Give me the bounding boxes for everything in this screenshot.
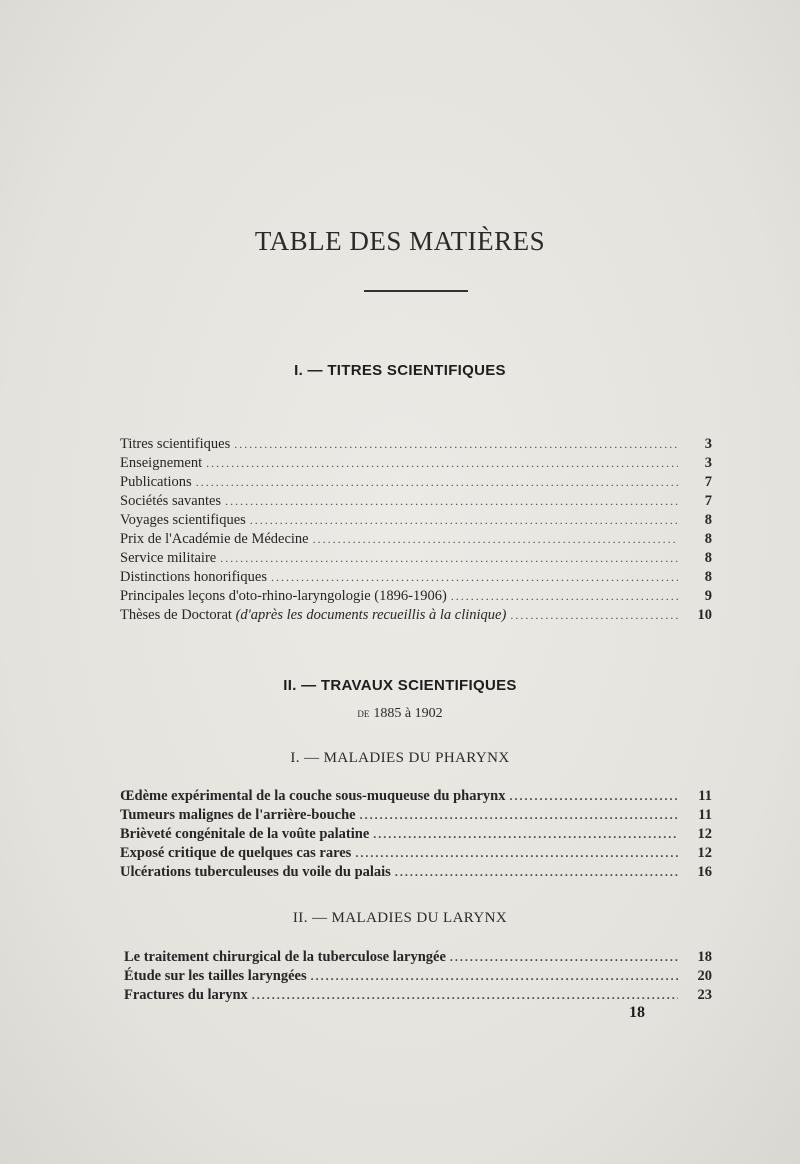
toc-entry-label: Publications: [120, 474, 192, 490]
pharynx-toc: [120, 787, 712, 882]
toc-entry: [120, 492, 712, 511]
toc-leader-dots: [451, 587, 678, 606]
toc-entry-page: 11: [698, 788, 712, 804]
toc-entry-page: 23: [697, 987, 712, 1003]
toc-entry-label: Enseignement: [120, 455, 203, 471]
toc-leader-dots: [395, 863, 678, 882]
toc-entry-page: 9: [704, 588, 712, 604]
toc-entry: [120, 787, 712, 806]
toc-entry-page: 3: [704, 436, 712, 452]
toc-entry: [120, 568, 712, 587]
part2-date-range: [0, 705, 800, 722]
title-rule: [364, 290, 468, 292]
toc-leader-dots: [355, 844, 678, 863]
toc-entry-label: Service militaire: [120, 550, 217, 566]
toc-entry: [124, 986, 712, 1005]
toc-entry-page: 8: [704, 531, 712, 547]
toc-entry-page: 12: [697, 845, 712, 861]
toc-entry-label: Distinctions honorifiques: [120, 569, 268, 585]
toc-leader-dots: [225, 492, 678, 511]
toc-entry: [120, 844, 712, 863]
toc-entry: [120, 587, 712, 606]
toc-entry: [120, 435, 712, 454]
toc-entry: [120, 473, 712, 492]
toc-entry: [124, 967, 712, 986]
toc-entry-label: Le traitement chirurgical de la tuberculose laryngée: [124, 949, 446, 965]
toc-entry-label: Exposé critique de quelques cas rares: [120, 845, 352, 861]
toc-entry-label: Fractures du larynx: [124, 987, 248, 1003]
toc-entry: [120, 530, 712, 549]
toc-entry-label: Étude sur les tailles laryngées: [124, 968, 307, 984]
toc-entry-label: Principales leçons d'oto-rhino-laryngologie (1896-1906): [120, 588, 447, 604]
date-range-prefix: de: [357, 705, 370, 720]
toc-leader-dots: [510, 606, 678, 625]
toc-entry: [120, 549, 712, 568]
toc-entry-page: 12: [697, 826, 712, 842]
part2-heading: II. — TRAVAUX SCIENTIFIQUES: [283, 677, 517, 694]
toc-entry: [120, 825, 712, 844]
date-range-years: 1885 à 1902: [373, 706, 443, 721]
toc-entry: [120, 454, 712, 473]
page-title: TABLE DES MATIÈRES: [254, 226, 546, 256]
toc-entry-page: 3: [704, 455, 712, 471]
toc-entry: [120, 606, 712, 625]
toc-entry-label-italic: (d'après les documents recueillis à la clinique): [235, 607, 507, 623]
toc-entry: [120, 806, 712, 825]
toc-leader-dots: [250, 511, 678, 530]
toc-entry: [124, 948, 712, 967]
toc-leader-dots: [311, 967, 678, 986]
toc-leader-dots: [509, 787, 678, 806]
toc-leader-dots: [373, 825, 678, 844]
toc-entry-label: Voyages scientifiques: [120, 512, 246, 528]
toc-entry-label: Ulcérations tuberculeuses du voile du palais: [120, 864, 391, 880]
toc-entry-label: Brièveté congénitale de la voûte palatine: [120, 826, 370, 842]
toc-entry-page: 16: [697, 864, 712, 880]
toc-leader-dots: [271, 568, 678, 587]
toc-entry-page: 8: [704, 569, 712, 585]
toc-entry-page: 20: [697, 968, 712, 984]
toc-leader-dots: [252, 986, 678, 1005]
toc-entry-label: [120, 606, 506, 625]
section-heading-pharynx: I. — MALADIES DU PHARYNX: [290, 750, 510, 766]
toc-entry-page: 7: [704, 474, 712, 490]
toc-entry-page: 18: [697, 949, 712, 965]
toc-leader-dots: [196, 473, 678, 492]
toc-entry-label: Tumeurs malignes de l'arrière-bouche: [120, 807, 356, 823]
page-number: 18: [629, 1004, 645, 1021]
part1-heading: I. — TITRES SCIENTIFIQUES: [294, 362, 506, 379]
toc-entry-label: Sociétés savantes: [120, 493, 222, 509]
toc-entry-page: 8: [704, 550, 712, 566]
toc-leader-dots: [234, 435, 678, 454]
toc-entry-page: 7: [704, 493, 712, 509]
toc-entry-label: Titres scientifiques: [120, 436, 231, 452]
larynx-toc: [124, 948, 712, 1005]
toc-leader-dots: [206, 454, 678, 473]
section-heading-larynx: II. — MALADIES DU LARYNX: [292, 910, 508, 926]
toc-entry-page: 10: [697, 607, 712, 623]
toc-leader-dots: [360, 806, 678, 825]
toc-entry-label: Œdème expérimental de la couche sous-muqueuse du pharynx: [120, 788, 506, 804]
toc-entry-page: 11: [698, 807, 712, 823]
toc-entry: [120, 863, 712, 882]
toc-entry-page: 8: [704, 512, 712, 528]
toc-leader-dots: [220, 549, 678, 568]
toc-leader-dots: [450, 948, 678, 967]
toc-entry: [120, 511, 712, 530]
toc-entry-label-main: Thèses de Doctorat: [120, 607, 232, 623]
toc-entry-label: Prix de l'Académie de Médecine: [120, 531, 309, 547]
part1-toc: [120, 435, 712, 625]
toc-leader-dots: [313, 530, 678, 549]
